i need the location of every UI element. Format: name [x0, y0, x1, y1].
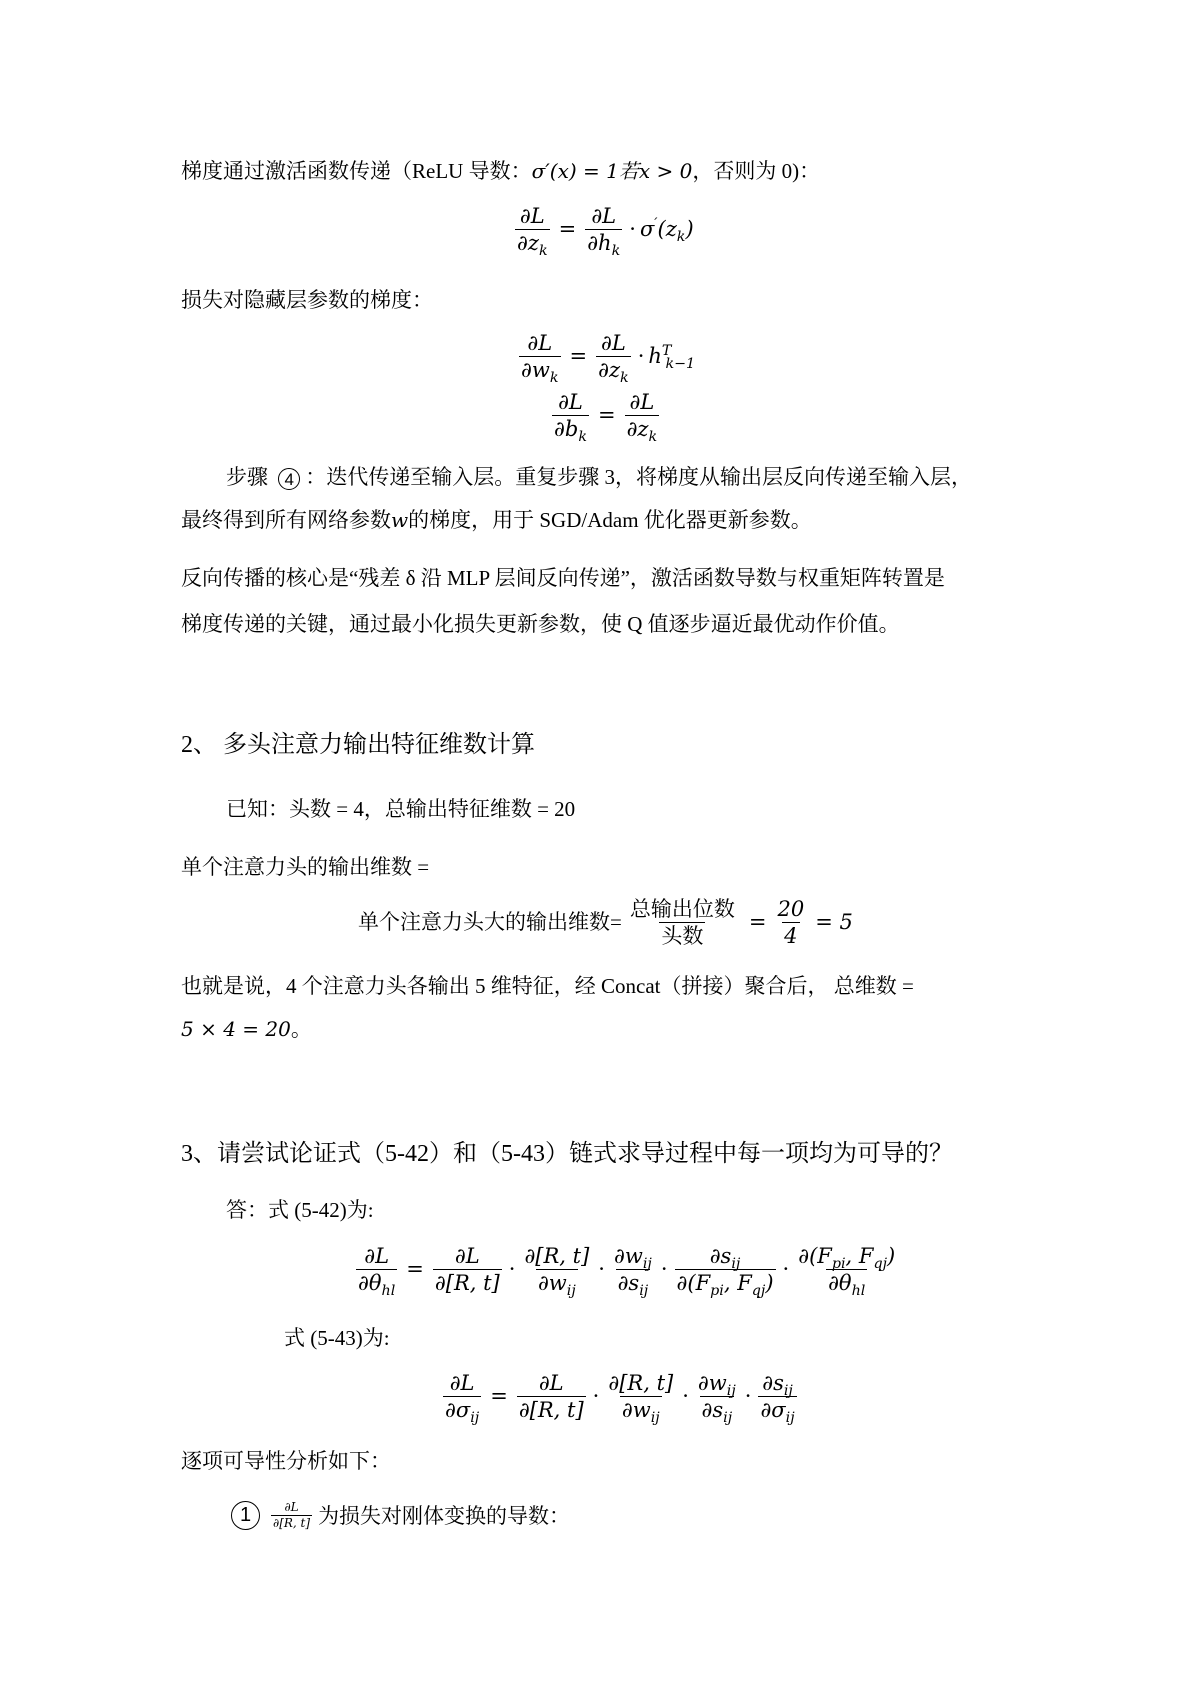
step4-line1: [226, 462, 972, 492]
backprop-core-line2: 梯度传递的关键，通过最小化损失更新参数，使 Q 值逐步逼近最优动作价值。: [181, 612, 900, 636]
step4-line2-before: 最终得到所有网络参数: [181, 508, 391, 532]
relu-text-after: ，否则为 0)：: [692, 159, 821, 183]
itemwise-analysis-label: 逐项可导性分析如下：: [181, 1449, 391, 1473]
formula-numerator: 总输出位数: [629, 897, 735, 921]
answer-542-label: 答：式 (5-42)为:: [226, 1198, 374, 1222]
formula-result: = 5: [815, 910, 853, 935]
concat-math: 5 × 4 = 20: [181, 1017, 291, 1041]
formula-543-label: 式 (5-43)为:: [284, 1326, 390, 1350]
concat-line1: 也就是说，4 个注意力头各输出 5 维特征，经 Concat（拼接）聚合后， 总维数 =: [181, 974, 914, 998]
step4-line2: [181, 505, 812, 535]
item1-text: 为损失对刚体变换的导数：: [318, 1503, 571, 1528]
equation-dl-dz: $\frac{\partial L}{\partial z_k}$ = $\frac{\partial L}{\partial h_k}$ · $\sigma'(z_k)$: [517, 204, 694, 260]
section2-heading: 2、 多头注意力输出特征维数计算: [181, 732, 535, 758]
concat-end: 。: [290, 1017, 312, 1041]
item-number-circle: 1: [231, 1501, 260, 1530]
item1-derivative: $\frac{\partial L}{\partial[R, t]}$: [273, 1500, 311, 1530]
relu-derivative-line: [181, 156, 820, 186]
backprop-core-line1: 反向传播的核心是“残差 δ 沿 MLP 层间反向传递”，激活函数导数与权重矩阵转置是: [181, 566, 945, 590]
concat-line2: [181, 1014, 312, 1044]
equation-5-42: $\frac{\partial L}{\partial\theta_{hl}}$ = $\frac{\partial L}{\partial[R, t]}$ · $\frac{\partial[R, t]}{\partial w_{ij}}$ · $\frac{\partial w_{ij}}{\partial s_{ij}}$ · $\frac{\partial s_{ij}}{\partial(F_{pi}, F_{qj})}$ · $\frac{\partial(F_{pi}, F_{qj})}{\partial\theta_{hl}}$: [358, 1244, 896, 1300]
item1-line: [226, 1500, 570, 1531]
equation-5-43: $\frac{\partial L}{\partial\sigma_{ij}}$ = $\frac{\partial L}{\partial[R, t]}$ · $\frac{\partial[R, t]}{\partial w_{ij}}$ · $\frac{\partial w_{ij}}{\partial s_{ij}}$ · $\frac{\partial s_{ij}}{\partial\sigma_{ij}}$: [445, 1371, 795, 1427]
step4-prefix: 步骤: [226, 465, 268, 489]
single-head-dim-label: 单个注意力头的输出维数 =: [181, 855, 430, 879]
equation-dl-db: $\frac{\partial L}{\partial b_k}$ = $\frac{\partial L}{\partial z_k}$: [554, 390, 658, 446]
relu-math: σ′(x) = 1若x > 0: [531, 159, 693, 183]
known-values: 已知：头数 = 4，总输出特征维数 = 20: [226, 797, 576, 821]
equation-dl-dw: $\frac{\partial L}{\partial w_k}$ = $\frac{\partial L}{\partial z_k}$ · $h^T_{k-1}$: [521, 331, 696, 387]
step-number-circle: 4: [278, 468, 300, 490]
single-head-formula: 单个注意力头大的输出维数= $\frac{\text{总输出位数}}{\text{头数}}$ = $\frac{20}{4}$ = 5: [358, 897, 853, 949]
formula-numerator-value: 20: [777, 897, 805, 921]
step4-line2-after: 的梯度，用于 SGD/Adam 优化器更新参数。: [408, 508, 812, 532]
section3-heading: 3、请尝试论证式（5-42）和（5-43）链式求导过程中每一项均为可导的？: [181, 1141, 953, 1167]
step4-text: ：迭代传递至输入层。重复步骤 3，将梯度从输出层反向传递至输入层，: [305, 465, 972, 489]
formula-denominator-value: 4: [784, 924, 798, 949]
single-head-formula-label: 单个注意力头大的输出维数=: [358, 910, 622, 935]
param-w: w: [391, 508, 409, 532]
formula-denominator: 头数: [661, 924, 704, 949]
hidden-param-gradient-label: 损失对隐藏层参数的梯度：: [181, 288, 433, 312]
relu-text-before: 梯度通过激活函数传递（ReLU 导数：: [181, 159, 532, 183]
